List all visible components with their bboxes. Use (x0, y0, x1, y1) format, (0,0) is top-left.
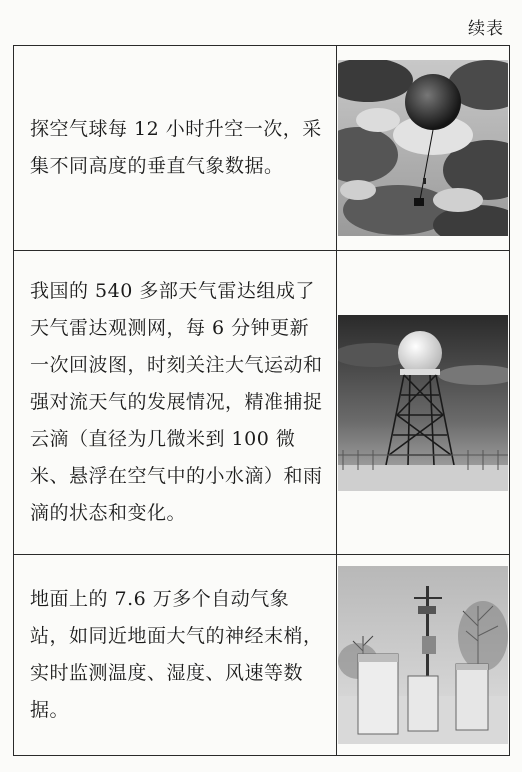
observation-table (13, 45, 510, 756)
table-row (14, 555, 510, 756)
weather-station-image (338, 566, 508, 744)
image-cell (337, 555, 510, 756)
table-row (14, 251, 510, 555)
text-cell (14, 251, 337, 555)
text-cell (14, 555, 337, 756)
table-continued-label: 续表 (468, 19, 504, 39)
automatic-weather-station-photo (338, 566, 508, 744)
weather-radar-image (338, 315, 508, 491)
text-cell (14, 46, 337, 251)
weather-balloon-image (338, 60, 508, 236)
weather-balloon-photo (338, 60, 508, 236)
weather-radar-tower-photo (338, 315, 508, 491)
row-description: 我国的 540 多部天气雷达组成了天气雷达观测网，每 6 分钟更新一次回波图，时刻关注大气运动和强对流天气的发展情况，精准捕捉云滴（直径为几微米到 100 微米、悬浮在空气中的小水滴）和雨滴的状态和变化。 (30, 280, 323, 524)
image-cell (337, 251, 510, 555)
row-description: 地面上的 7.6 万多个自动气象站，如同近地面大气的神经末梢，实时监测温度、湿度、风速等数据。 (30, 588, 323, 721)
table-row (14, 46, 510, 251)
row-description: 探空气球每 12 小时升空一次，采集不同高度的垂直气象数据。 (30, 118, 322, 177)
image-cell (337, 46, 510, 251)
